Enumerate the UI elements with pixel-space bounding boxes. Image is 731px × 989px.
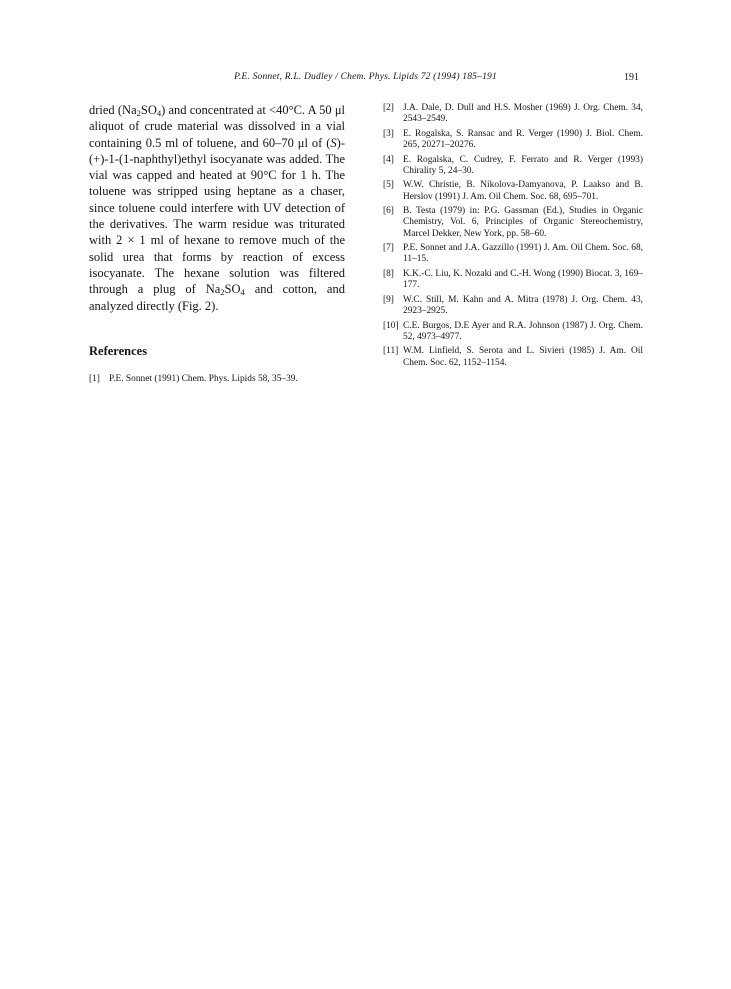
reference-number: [5] <box>383 180 394 191</box>
italic-text: S <box>330 135 337 150</box>
subscript: 2 <box>220 287 225 298</box>
references-heading: References <box>89 344 148 358</box>
reference-item <box>383 155 643 177</box>
left-column <box>89 102 345 314</box>
page-header <box>0 72 731 86</box>
reference-list-left <box>89 374 345 389</box>
subscript: 4 <box>240 287 245 298</box>
body-text: SO <box>224 282 241 297</box>
reference-text: P.E. Sonnet and J.A. Gazzillo (1991) J. Am. Oil Chem. Soc. 68, 11–15. <box>403 243 643 265</box>
reference-number: [11] <box>383 346 399 357</box>
reference-item <box>383 243 643 265</box>
reference-text: E. Rogalska, C. Cudrey, F. Ferrato and R. Verger (1993) Chirality 5, 24–30. <box>403 154 643 176</box>
body-paragraph <box>89 102 345 314</box>
subscript: 4 <box>156 108 162 118</box>
reference-number: [4] <box>383 154 394 165</box>
reference-text: W.W. Christie, B. Nikolova-Damyanova, P. Laakso and B. Herslov (1991) J. Am. Oil Chem. Soc. 68, 695–701. <box>403 180 643 202</box>
reference-item <box>383 295 643 317</box>
reference-number: [1] <box>89 374 100 384</box>
reference-item <box>383 321 643 343</box>
reference-number: [3] <box>383 128 394 139</box>
reference-text: J.A. Dale, D. Dull and H.S. Mosher (1969) J. Org. Chem. 34, 2543–2549. <box>403 103 643 125</box>
body-text: SO <box>140 103 157 117</box>
body-text: ) and concentrated at <40°C. A 50 μl aliquot of crude material was dissolved in a vial containing 0.5 ml of toluene, and 60–70 μl of ( <box>89 103 346 150</box>
reference-number: [9] <box>383 294 394 305</box>
subscript: 2 <box>136 108 141 118</box>
body-text: )-(+)-1-(1-naphthyl)ethyl isocyanate was added. The vial was capped and heated at 90°C for 1 h. The toluene was stripped using heptane as a chaser, since toluene could interfere with UV detection of the derivatives. The warm residue was triturated with 2 × 1 ml of hexane to remove much of the solid urea that forms by reaction of excess isocyanate. The hexane solution was filtered through a plug of Na <box>89 135 345 297</box>
reference-number: [8] <box>383 268 394 279</box>
reference-item <box>89 374 345 385</box>
reference-text: P.E. Sonnet (1991) Chem. Phys. Lipids 58, 35–39. <box>109 374 298 384</box>
page-number: 191 <box>624 72 639 83</box>
reference-number: [2] <box>383 103 394 113</box>
reference-item <box>383 269 643 291</box>
body-text: and cotton, and analyzed directly (Fig. 2). <box>89 282 345 313</box>
reference-text: W.C. Still, M. Kahn and A. Mitra (1978) J. Org. Chem. 43, 2923–2925. <box>403 294 643 316</box>
reference-text: W.M. Linfield, S. Serota and L. Sivieri (1985) J. Am. Oil Chem. Soc. 62, 1152–1154. <box>403 346 643 368</box>
reference-text: E. Rogalska, S. Ransac and R. Verger (1990) J. Biol. Chem. 265, 20271–20276. <box>403 128 643 150</box>
reference-number: [7] <box>383 243 394 254</box>
reference-item <box>383 206 643 240</box>
reference-text: C.E. Burgos, D.E Ayer and R.A. Johnson (1987) J. Org. Chem. 52, 4973–4977. <box>403 320 643 342</box>
reference-text: K.K.-C. Liu, K. Nozaki and C.-H. Wong (1990) Biocat. 3, 169–177. <box>403 268 643 291</box>
reference-number: [6] <box>383 206 394 217</box>
reference-text: B. Testa (1979) in: P.G. Gassman (Ed.), Studies in Organic Chemistry, Vol. 6, Principles of Organic Stereochemistry, Marcel Dekker, New York, pp. 58–60. <box>403 206 643 239</box>
reference-item <box>383 129 643 151</box>
reference-number: [10] <box>383 320 399 331</box>
reference-item <box>383 180 643 202</box>
reference-item <box>383 103 643 125</box>
body-text: dried (Na <box>89 103 137 117</box>
running-head: P.E. Sonnet, R.L. Dudley / Chem. Phys. Lipids 72 (1994) 185–191 <box>234 72 497 82</box>
reference-item <box>383 346 643 368</box>
reference-list-right <box>383 103 643 372</box>
